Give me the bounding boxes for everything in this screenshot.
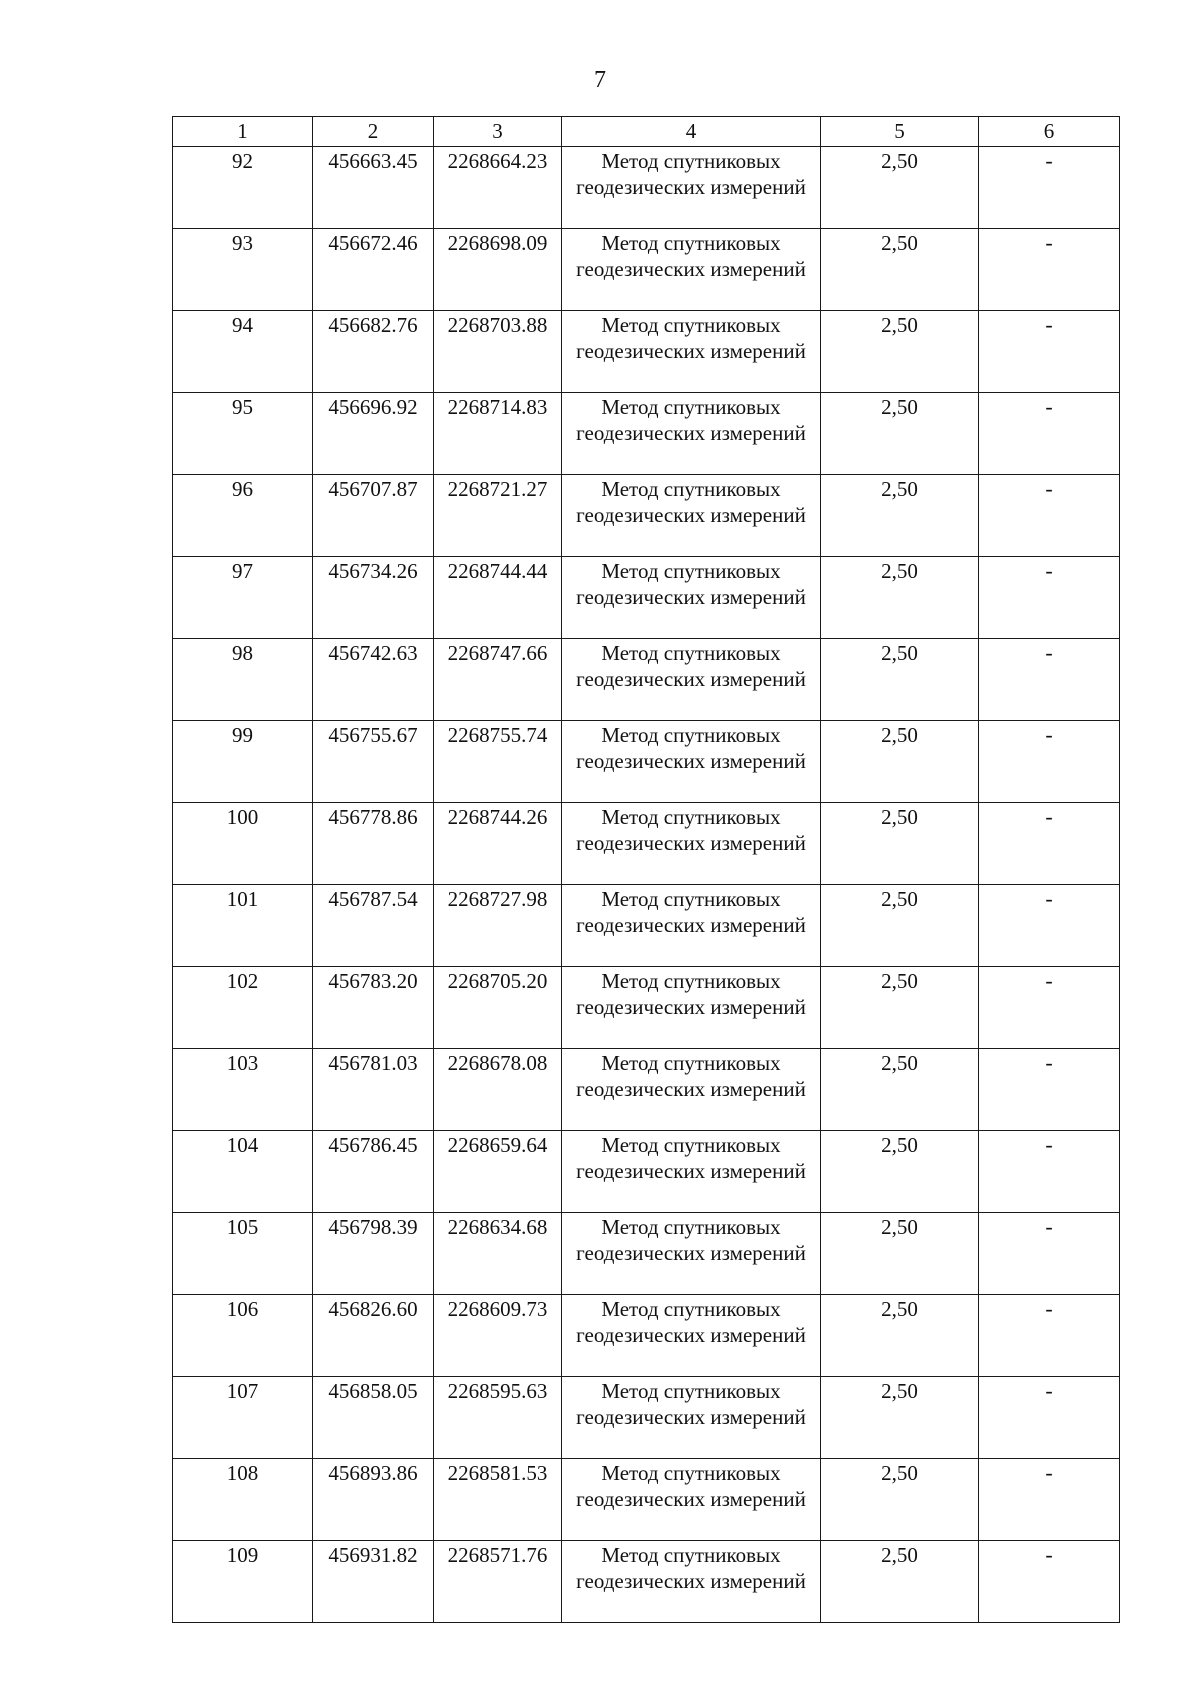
x-coordinate-cell: 456931.82: [313, 1541, 434, 1623]
accuracy-cell: 2,50: [821, 639, 979, 721]
table-row: [173, 967, 1120, 1049]
method-cell: Метод спутниковых геодезических измерений: [562, 1541, 821, 1623]
point-number-cell: 99: [173, 721, 313, 803]
accuracy-cell: 2,50: [821, 721, 979, 803]
method-cell: Метод спутниковых геодезических измерений: [562, 475, 821, 557]
point-number-cell: 98: [173, 639, 313, 721]
table-row: [173, 721, 1120, 803]
note-cell: -: [979, 557, 1120, 639]
table-row: [173, 1459, 1120, 1541]
point-number-cell: 106: [173, 1295, 313, 1377]
y-coordinate-cell: 2268659.64: [434, 1131, 562, 1213]
method-cell: Метод спутниковых геодезических измерений: [562, 229, 821, 311]
accuracy-cell: 2,50: [821, 1049, 979, 1131]
table-row: [173, 147, 1120, 229]
note-cell: -: [979, 1377, 1120, 1459]
x-coordinate-cell: 456672.46: [313, 229, 434, 311]
header-row: [173, 117, 1120, 147]
y-coordinate-cell: 2268721.27: [434, 475, 562, 557]
x-coordinate-cell: 456787.54: [313, 885, 434, 967]
note-cell: -: [979, 803, 1120, 885]
x-coordinate-cell: 456781.03: [313, 1049, 434, 1131]
method-cell: Метод спутниковых геодезических измерений: [562, 1377, 821, 1459]
method-cell: Метод спутниковых геодезических измерений: [562, 1131, 821, 1213]
column-header-2: 2: [313, 117, 434, 147]
accuracy-cell: 2,50: [821, 885, 979, 967]
y-coordinate-cell: 2268595.63: [434, 1377, 562, 1459]
table-row: [173, 557, 1120, 639]
table-row: [173, 639, 1120, 721]
method-cell: Метод спутниковых геодезических измерений: [562, 557, 821, 639]
y-coordinate-cell: 2268609.73: [434, 1295, 562, 1377]
table-row: [173, 475, 1120, 557]
column-header-3: 3: [434, 117, 562, 147]
x-coordinate-cell: 456682.76: [313, 311, 434, 393]
method-cell: Метод спутниковых геодезических измерений: [562, 393, 821, 475]
point-number-cell: 92: [173, 147, 313, 229]
point-number-cell: 93: [173, 229, 313, 311]
page-number: 7: [594, 67, 606, 93]
table-row: [173, 1131, 1120, 1213]
y-coordinate-cell: 2268664.23: [434, 147, 562, 229]
table-row: [173, 803, 1120, 885]
y-coordinate-cell: 2268747.66: [434, 639, 562, 721]
table-row: [173, 1541, 1120, 1623]
accuracy-cell: 2,50: [821, 1377, 979, 1459]
point-number-cell: 100: [173, 803, 313, 885]
accuracy-cell: 2,50: [821, 1213, 979, 1295]
method-cell: Метод спутниковых геодезических измерений: [562, 1295, 821, 1377]
note-cell: -: [979, 967, 1120, 1049]
table-header: [173, 117, 1120, 147]
method-cell: Метод спутниковых геодезических измерений: [562, 967, 821, 1049]
y-coordinate-cell: 2268581.53: [434, 1459, 562, 1541]
table-row: [173, 1295, 1120, 1377]
column-header-6: 6: [979, 117, 1120, 147]
x-coordinate-cell: 456696.92: [313, 393, 434, 475]
method-cell: Метод спутниковых геодезических измерений: [562, 721, 821, 803]
x-coordinate-cell: 456893.86: [313, 1459, 434, 1541]
point-number-cell: 96: [173, 475, 313, 557]
point-number-cell: 94: [173, 311, 313, 393]
x-coordinate-cell: 456707.87: [313, 475, 434, 557]
note-cell: -: [979, 311, 1120, 393]
x-coordinate-cell: 456755.67: [313, 721, 434, 803]
accuracy-cell: 2,50: [821, 1131, 979, 1213]
method-cell: Метод спутниковых геодезических измерений: [562, 1049, 821, 1131]
x-coordinate-cell: 456858.05: [313, 1377, 434, 1459]
method-cell: Метод спутниковых геодезических измерений: [562, 147, 821, 229]
x-coordinate-cell: 456783.20: [313, 967, 434, 1049]
method-cell: Метод спутниковых геодезических измерений: [562, 803, 821, 885]
y-coordinate-cell: 2268634.68: [434, 1213, 562, 1295]
x-coordinate-cell: 456786.45: [313, 1131, 434, 1213]
method-cell: Метод спутниковых геодезических измерений: [562, 639, 821, 721]
coordinates-table: [172, 116, 1120, 1623]
accuracy-cell: 2,50: [821, 229, 979, 311]
note-cell: -: [979, 1213, 1120, 1295]
table-body: [173, 147, 1120, 1623]
point-number-cell: 107: [173, 1377, 313, 1459]
accuracy-cell: 2,50: [821, 311, 979, 393]
note-cell: -: [979, 475, 1120, 557]
x-coordinate-cell: 456734.26: [313, 557, 434, 639]
column-header-5: 5: [821, 117, 979, 147]
column-header-1: 1: [173, 117, 313, 147]
y-coordinate-cell: 2268744.44: [434, 557, 562, 639]
column-header-4: 4: [562, 117, 821, 147]
point-number-cell: 95: [173, 393, 313, 475]
accuracy-cell: 2,50: [821, 1295, 979, 1377]
note-cell: -: [979, 1295, 1120, 1377]
table-row: [173, 1213, 1120, 1295]
accuracy-cell: 2,50: [821, 967, 979, 1049]
table-row: [173, 311, 1120, 393]
note-cell: -: [979, 1049, 1120, 1131]
accuracy-cell: 2,50: [821, 1459, 979, 1541]
accuracy-cell: 2,50: [821, 147, 979, 229]
y-coordinate-cell: 2268727.98: [434, 885, 562, 967]
note-cell: -: [979, 229, 1120, 311]
note-cell: -: [979, 393, 1120, 475]
note-cell: -: [979, 147, 1120, 229]
method-cell: Метод спутниковых геодезических измерений: [562, 885, 821, 967]
accuracy-cell: 2,50: [821, 475, 979, 557]
y-coordinate-cell: 2268678.08: [434, 1049, 562, 1131]
point-number-cell: 102: [173, 967, 313, 1049]
y-coordinate-cell: 2268705.20: [434, 967, 562, 1049]
method-cell: Метод спутниковых геодезических измерений: [562, 1213, 821, 1295]
y-coordinate-cell: 2268698.09: [434, 229, 562, 311]
table-row: [173, 1377, 1120, 1459]
table-row: [173, 393, 1120, 475]
x-coordinate-cell: 456826.60: [313, 1295, 434, 1377]
x-coordinate-cell: 456798.39: [313, 1213, 434, 1295]
y-coordinate-cell: 2268744.26: [434, 803, 562, 885]
y-coordinate-cell: 2268703.88: [434, 311, 562, 393]
accuracy-cell: 2,50: [821, 557, 979, 639]
accuracy-cell: 2,50: [821, 803, 979, 885]
y-coordinate-cell: 2268755.74: [434, 721, 562, 803]
note-cell: -: [979, 639, 1120, 721]
note-cell: -: [979, 885, 1120, 967]
point-number-cell: 105: [173, 1213, 313, 1295]
point-number-cell: 97: [173, 557, 313, 639]
table-row: [173, 229, 1120, 311]
point-number-cell: 109: [173, 1541, 313, 1623]
accuracy-cell: 2,50: [821, 1541, 979, 1623]
x-coordinate-cell: 456663.45: [313, 147, 434, 229]
y-coordinate-cell: 2268714.83: [434, 393, 562, 475]
table-row: [173, 1049, 1120, 1131]
note-cell: -: [979, 1541, 1120, 1623]
method-cell: Метод спутниковых геодезических измерений: [562, 1459, 821, 1541]
point-number-cell: 101: [173, 885, 313, 967]
y-coordinate-cell: 2268571.76: [434, 1541, 562, 1623]
x-coordinate-cell: 456778.86: [313, 803, 434, 885]
table-row: [173, 885, 1120, 967]
accuracy-cell: 2,50: [821, 393, 979, 475]
method-cell: Метод спутниковых геодезических измерений: [562, 311, 821, 393]
note-cell: -: [979, 721, 1120, 803]
point-number-cell: 104: [173, 1131, 313, 1213]
note-cell: -: [979, 1131, 1120, 1213]
point-number-cell: 108: [173, 1459, 313, 1541]
note-cell: -: [979, 1459, 1120, 1541]
point-number-cell: 103: [173, 1049, 313, 1131]
x-coordinate-cell: 456742.63: [313, 639, 434, 721]
